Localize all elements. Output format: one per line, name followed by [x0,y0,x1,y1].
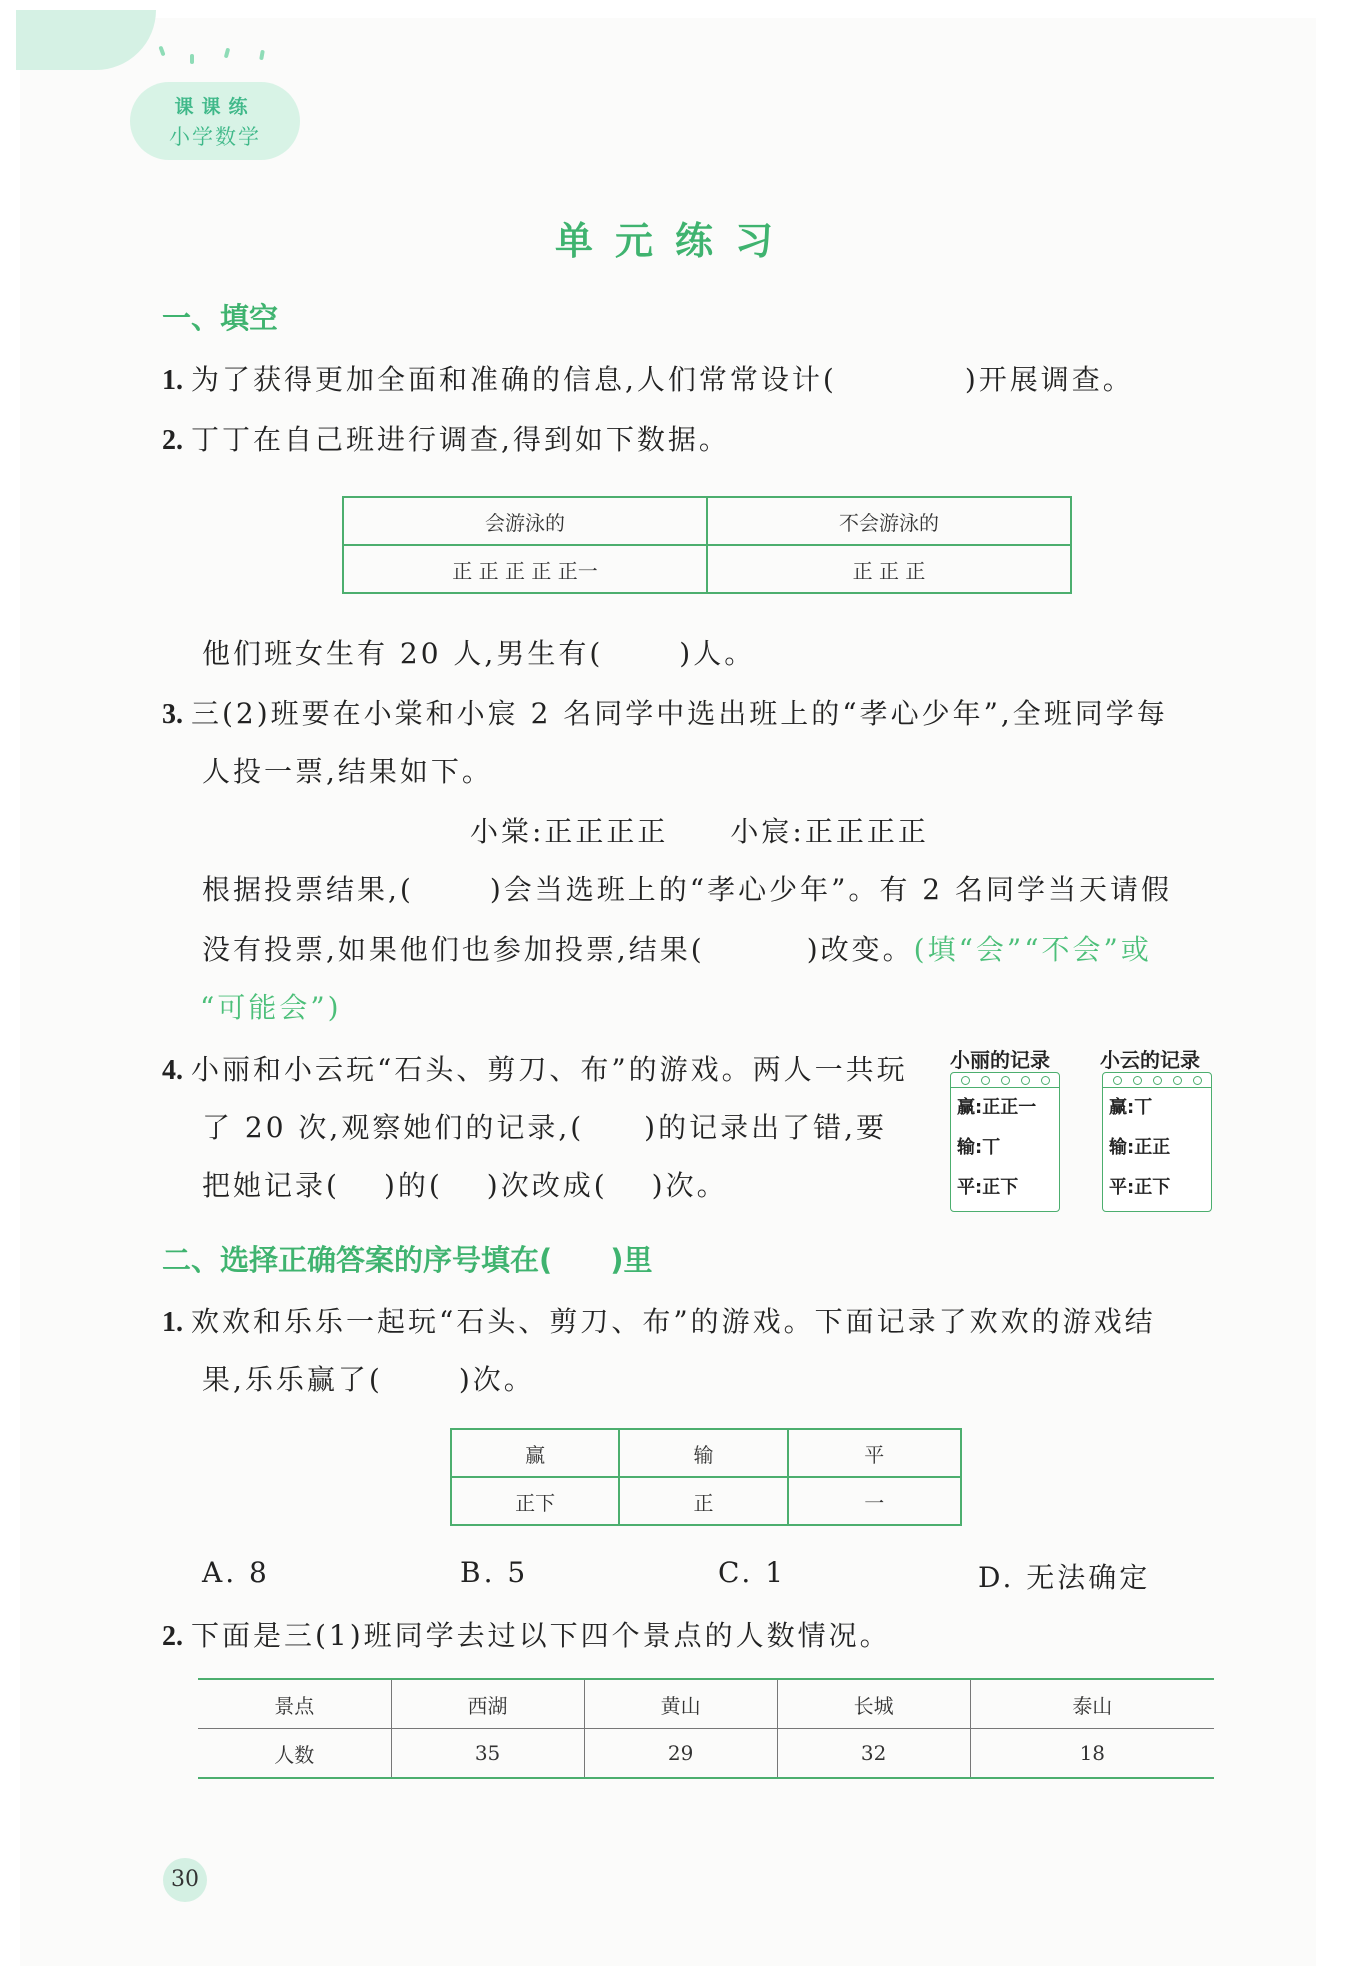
table-cell: 32 [777,1729,970,1778]
question-number: 1. [162,365,183,396]
option-b[interactable]: B. 5 [460,1556,529,1589]
question-text: 把她记录( [202,1169,340,1202]
question-text: )的( [383,1169,443,1202]
question-1-3-line4 [202,868,1172,908]
table-cell: 29 [584,1729,777,1778]
question-2-1 [162,1300,1156,1340]
question-text: 欢欢和乐乐一起玩“石头、剪刀、布”的游戏。下面记录了欢欢的游戏结 [191,1305,1156,1338]
card-title: 小丽的记录 [950,1048,1050,1072]
table-cell: 18 [1079,1741,1106,1765]
page-title: 单元练习 [554,219,795,263]
question-text: )次。 [651,1169,728,1202]
badge-series: 课课练 [174,96,256,118]
question-1-1 [162,358,1134,398]
record-card-xiaoyun [1102,1072,1212,1212]
question-text: )次改成( [486,1169,608,1202]
table-header: 黄山 [584,1680,777,1729]
badge-subject: 小学数学 [169,125,261,149]
question-text: 三(2)班要在小棠和小宸 2 名同学中选出班上的“孝心少年”,全班同学每 [191,697,1168,730]
table-header: 平 [788,1429,961,1477]
question-text: 人投一票,结果如下。 [202,755,493,788]
card-title: 小云的记录 [1100,1048,1200,1072]
question-text: 他们班女生有 20 人,男生有( [202,637,604,670]
question-number: 3. [162,699,183,730]
question-text: )的记录出了错,要 [644,1111,887,1144]
scenic-spot-table [198,1680,1214,1777]
vote-tally: 小棠:正正正正 小宸:正正正正 [470,815,929,848]
option-a[interactable]: A. 8 [202,1556,270,1589]
table-cell: 一 [788,1477,961,1525]
question-number: 4. [162,1055,183,1086]
question-1-2 [162,418,730,458]
section-heading-multiple-choice: 二、选择正确答案的序号填在( )里 [162,1243,653,1277]
spiral-binding [951,1073,1059,1088]
question-number: 1. [162,1307,183,1338]
table-header: 泰山 [970,1680,1214,1729]
table-header: 会游泳的 [343,497,707,545]
option-c[interactable]: C. 1 [718,1556,787,1589]
question-text: 小丽和小云玩“石头、剪刀、布”的游戏。两人一共玩 [191,1053,908,1086]
record-row: 赢:丅 [1109,1097,1153,1118]
question-1-4-line3 [202,1164,728,1204]
swim-survey-table [342,496,1072,594]
table-cell: 正 正 正 [707,545,1071,593]
section-heading-fill-blank: 一、填空 [162,301,279,335]
game-result-table [450,1428,962,1526]
question-number: 2. [162,1621,183,1652]
question-text: )人。 [679,637,756,670]
table-header: 不会游泳的 [707,497,1071,545]
record-row: 输:丅 [957,1137,1001,1158]
question-1-3-line5 [202,928,1152,968]
question-text: 为了获得更加全面和准确的信息,人们常常设计( [191,363,837,396]
question-text: )次。 [458,1363,535,1396]
spiral-binding [1103,1073,1211,1088]
table-cell: 人数 [198,1729,391,1778]
table-header: 赢 [451,1429,619,1477]
record-row: 平:正下 [1109,1177,1171,1198]
record-row: 输:正正 [1109,1137,1171,1158]
question-1-4-line2 [202,1106,887,1146]
question-1-4 [162,1048,908,1088]
table-cell: 正 正 正 正 正一 [343,545,707,593]
table-header: 景点 [198,1680,391,1729]
question-2-1-line2 [202,1358,535,1398]
book-badge [130,82,300,160]
answer-hint: “可能会”) [200,991,342,1024]
page-number: 30 [163,1858,207,1902]
question-number: 2. [162,425,183,456]
question-text: )改变。 [806,933,914,966]
question-text: 下面是三(1)班同学去过以下四个景点的人数情况。 [191,1619,891,1652]
record-card-xiaoli [950,1072,1060,1212]
question-text: 了 20 次,观察她们的记录,( [202,1111,585,1144]
record-row: 赢:正正一 [957,1097,1037,1118]
question-text: 丁丁在自己班进行调查,得到如下数据。 [191,423,730,456]
question-text: 没有投票,如果他们也参加投票,结果( [202,933,705,966]
option-d[interactable]: D. 无法确定 [978,1561,1151,1594]
question-1-3 [162,692,1168,732]
table-cell: 35 [391,1729,584,1778]
answer-hint: (填“会”“不会”或 [913,933,1152,966]
question-text: )会当选班上的“孝心少年”。有 2 名同学当天请假 [489,873,1172,906]
table-header: 西湖 [391,1680,584,1729]
scenic-spot-table-frame [198,1678,1214,1779]
table-header: 输 [619,1429,787,1477]
sparkle-decoration [150,46,280,70]
record-row: 平:正下 [957,1177,1019,1198]
question-text: )开展调查。 [964,363,1134,396]
question-2-2 [162,1614,891,1654]
question-text: 果,乐乐赢了( [202,1363,383,1396]
question-text: 根据投票结果,( [202,873,414,906]
table-cell: 正下 [451,1477,619,1525]
question-1-2-followup [202,632,755,672]
table-cell: 正 [619,1477,787,1525]
table-header: 长城 [777,1680,970,1729]
